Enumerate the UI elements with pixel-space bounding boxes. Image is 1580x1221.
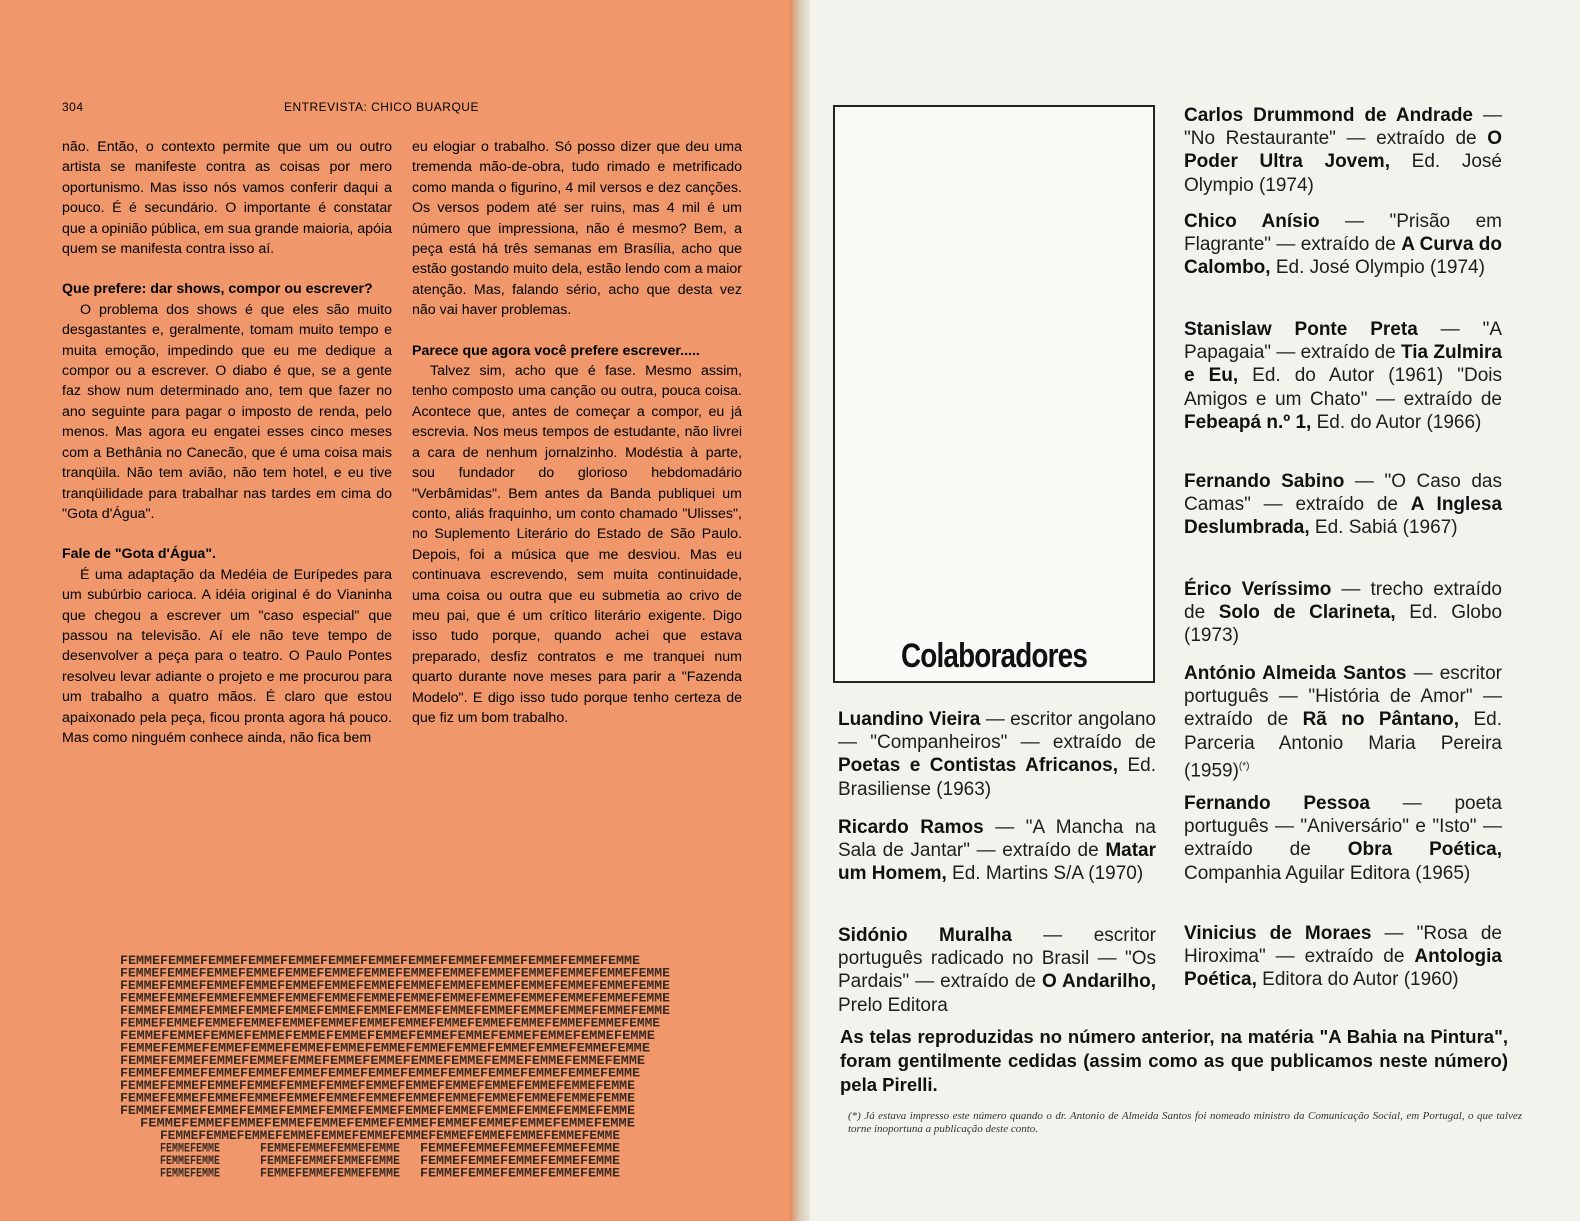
typewriter-art-illustration: [100, 950, 700, 1200]
paragraph: O problema dos shows é que eles são muito desgastantes e, geralmente, tomam muito tempo e muita emoção, impedindo que eu me dedique a compor ou a escrever. O diabo é que, se a gente faz show num determinado ano, tem que fazer no ano seguinte para pagar o imposto de renda, pelo menos. Mas agora eu engatei esses cinco meses com a Bethânia no Canecão, que é uma coisa mais tranqüila. Não tem avião, não tem hotel, e eu tive tranqüilidade para trabalhar nas tardes em cima do "Gota d'Água".: [62, 301, 392, 522]
art-row: FEMMEFEMME: [160, 1153, 221, 1168]
art-row: FEMMEFEMMEFEMMEFEMMEFEMMEFEMMEFEMMEFEMMEFEMMEFEMMEFEMMEFEMMEFEMME: [120, 1065, 641, 1081]
entry-text: — "Rosa de Hiroxima" — extraído de: [1184, 923, 1502, 968]
entry-text: Ed. Brasiliense (1963): [838, 755, 1156, 800]
contributor-name: Fernando Pessoa: [1184, 793, 1370, 814]
art-row: FEMMEFEMMEFEMMEFEMME: [260, 1153, 401, 1168]
book-title: Obra Poética,: [1347, 839, 1502, 861]
contributor-name: Ricardo Ramos: [838, 817, 984, 838]
entry-text: Companhia Aguilar Editora (1965): [1184, 862, 1471, 884]
article-column-1: [62, 137, 392, 748]
contributor-entry: [1184, 470, 1502, 540]
entry-text: — "No Restaurante" — extraído de: [1184, 105, 1502, 150]
contributor-entry: [838, 816, 1156, 886]
article-column-2: [412, 137, 742, 728]
book-title: Rã no Pântano,: [1302, 709, 1460, 731]
contributor-entry: [1184, 578, 1502, 648]
paragraph: Talvez sim, acho que é fase. Mesmo assim, tenho composto uma canção ou outra, pouca coisa. Acontece que, antes de começar a compor, eu já escrevia. Nos meus tempos de estudante, não livrei a cara de nenhum jornalzinho. Modéstia à parte, sou fundador do glorioso hebdomadário "Verbâmidas". Bem antes da Banda publiquei um conto, aliás fraquinho, um conto chamado "Ulisses", no Suplemento Literário do Estado de São Paulo. Depois, foi a música que me desviou. Mas eu continuava escrevendo, sem muita continuidade, uma coisa ou outra que eu submetia ao crivo de meu pai, que é um crítico literário exigente. Digo isso tudo porque, quando achei que estava preparado, desfiz contratos e me tranquei num quarto durante nove meses para parir a "Fazenda Modelo". E digo isso tudo porque tenho certeza de que fiz um bom trabalho.: [412, 363, 742, 726]
book-title: Solo de Clarineta,: [1218, 602, 1396, 624]
interview-question: Fale de "Gota d'Água".: [62, 546, 216, 563]
art-row: FEMMEFEMMEFEMMEFEMMEFEMMEFEMMEFEMMEFEMMEFEMMEFEMMEFEMMEFEMMEFEMME: [120, 1028, 656, 1043]
entry-text: — escritor português — "História de Amor" — extraído de: [1184, 663, 1502, 731]
art-row: FEMMEFEMMEFEMMEFEMMEFEMMEFEMMEFEMMEFEMMEFEMMEFEMMEFEMMEFEMMEFEMME: [120, 1040, 651, 1056]
art-row: FEMMEFEMMEFEMMEFEMMEFEMMEFEMMEFEMMEFEMMEFEMMEFEMMEFEMMEFEMME: [140, 1115, 636, 1131]
book-title: A Inglesa Deslumbrada,: [1184, 494, 1503, 539]
contributor-name: António Almeida Santos: [1184, 663, 1407, 684]
contributor-name: Vinicius de Moraes: [1184, 923, 1372, 944]
book-title: Poetas e Contistas Africanos,: [838, 755, 1119, 777]
art-row: FEMMEFEMMEFEMMEFEMMEFEMMEFEMMEFEMMEFEMMEFEMMEFEMMEFEMMEFEMMEFEMMEFEMME: [120, 965, 671, 981]
section-title-box: [833, 105, 1155, 683]
entry-text: Ed. do Autor (1966): [1311, 411, 1482, 433]
credits-note: As telas reproduzidas no número anterior, na matéria "A Bahia na Pintura", foram gentilmente cedidas (assim como as que publicamos neste número) pela Pirelli.: [840, 1026, 1508, 1095]
entry-text: Ed. do Autor (1961) "Dois Amigos e um Chato" — extraído de: [1184, 365, 1502, 410]
contributor-entry: [838, 708, 1156, 801]
book-title: Tia Zulmira e Eu,: [1184, 342, 1502, 387]
art-row: FEMMEFEMMEFEMMEFEMMEFEMMEFEMMEFEMMEFEMMEFEMMEFEMMEFEMMEFEMMEFEMME: [120, 1090, 636, 1106]
art-row: FEMMEFEMMEFEMMEFEMMEFEMMEFEMMEFEMMEFEMMEFEMMEFEMMEFEMMEFEMMEFEMME: [120, 1053, 646, 1068]
entry-text: — "A Papagaia" — extraído de: [1184, 319, 1502, 364]
contributor-entry: [838, 924, 1156, 1017]
art-row: FEMMEFEMME: [160, 1165, 221, 1181]
art-row: FEMMEFEMMEFEMMEFEMMEFEMMEFEMMEFEMMEFEMMEFEMMEFEMMEFEMMEFEMMEFEMMEFEMME: [120, 978, 671, 993]
art-row: FEMMEFEMMEFEMMEFEMMEFEMME: [420, 1165, 621, 1181]
contributor-name: Fernando Sabino: [1184, 471, 1345, 492]
book-gutter: [790, 0, 810, 1221]
contributor-name: Sidónio Muralha: [838, 925, 1012, 946]
art-row: FEMMEFEMMEFEMMEFEMMEFEMME: [420, 1140, 621, 1156]
art-row: FEMMEFEMMEFEMMEFEMMEFEMMEFEMMEFEMMEFEMMEFEMMEFEMMEFEMMEFEMME: [160, 1128, 621, 1143]
contributor-entry: [1184, 104, 1502, 197]
paragraph: eu elogiar o trabalho. Só posso dizer que deu uma tremenda mão-de-obra, tudo rimado e metrificado como manda o figurino, 4 mil versos e dez canções. Os versos podem até ser ruins, mas 4 mil é um número que impressiona, não é mesmo? Bem, a peça está há três semanas em Brasília, acho que estão gostando muito dela, estão lendo com a maior atenção. Mas, falando sério, acho que desta vez não vai haver problemas.: [412, 139, 742, 319]
book-title: Antologia Poética,: [1184, 946, 1502, 991]
entry-text: Ed. José Olympio (1974): [1184, 151, 1502, 196]
contributor-entry: [1184, 792, 1502, 885]
entry-text: Ed. Martins S/A (1970): [946, 863, 1144, 885]
contributor-name: Érico Veríssimo: [1184, 579, 1332, 600]
entry-text: Editora do Autor (1960): [1256, 969, 1459, 991]
entry-text: — "A Mancha na Sala de Jantar" — extraído de: [838, 817, 1156, 862]
art-row: FEMMEFEMMEFEMMEFEMMEFEMME: [420, 1153, 621, 1168]
entry-text: Ed. Globo (1973): [1184, 602, 1503, 647]
contributor-entry: [1184, 662, 1502, 782]
footnote-mark: (*): [1238, 760, 1250, 772]
art-row: FEMMEFEMMEFEMMEFEMMEFEMMEFEMMEFEMMEFEMMEFEMMEFEMMEFEMMEFEMMEFEMMEFEMME: [120, 990, 671, 1006]
interview-question: Parece que agora você prefere escrever.....: [412, 342, 700, 359]
book-title: Matar um Homem,: [838, 840, 1156, 885]
art-row: FEMMEFEMMEFEMMEFEMMEFEMMEFEMMEFEMMEFEMMEFEMMEFEMMEFEMMEFEMMEFEMME: [120, 1103, 636, 1118]
interview-question: Que prefere: dar shows, compor ou escrever?: [62, 281, 373, 298]
running-title: ENTREVISTA: CHICO BUARQUE: [284, 100, 479, 114]
art-row: FEMMEFEMMEFEMMEFEMME: [260, 1165, 401, 1181]
book-title: Febeapá n.º 1,: [1184, 411, 1312, 433]
contributor-name: Stanislaw Ponte Preta: [1184, 319, 1418, 340]
art-row: FEMMEFEMMEFEMMEFEMMEFEMMEFEMMEFEMMEFEMMEFEMMEFEMMEFEMMEFEMMEFEMME: [120, 1078, 636, 1093]
book-title: O Andarilho,: [1041, 971, 1156, 993]
art-row: FEMMEFEMMEFEMMEFEMME: [260, 1140, 401, 1156]
entry-text: — trecho extraído de: [1184, 579, 1502, 624]
contributor-entry: [1184, 210, 1502, 280]
page-number: 304: [62, 100, 84, 114]
entry-text: Ed. Parceria Antonio Maria Pereira (1959): [1184, 709, 1502, 782]
entry-text: — escritor angolano — "Companheiros" — extraído de: [838, 709, 1156, 754]
contributor-name: Luandino Vieira: [838, 709, 981, 730]
art-row: FEMMEFEMMEFEMMEFEMMEFEMMEFEMMEFEMMEFEMMEFEMMEFEMMEFEMMEFEMMEFEMMEFEMME: [120, 1015, 661, 1031]
entry-text: Ed. José Olympio (1974): [1270, 257, 1485, 279]
art-row: FEMMEFEMMEFEMMEFEMMEFEMMEFEMMEFEMMEFEMMEFEMMEFEMMEFEMMEFEMMEFEMME: [120, 953, 641, 968]
book-title: A Curva do Calombo,: [1184, 234, 1503, 279]
section-title: Colaboradores: [900, 637, 1088, 675]
paragraph: não. Então, o contexto permite que um ou outro artista se manifeste contra as coisas por mero oportunismo. Mas isso nós vamos conferir daqui a pouco. É é secundário. O importante é constatar que a opinião pública, em sua grande maioria, apóia quem se manifesta contra isso aí.: [62, 139, 392, 258]
entry-text: Prelo Editora: [838, 994, 948, 1016]
book-title: O Poder Ultra Jovem,: [1184, 128, 1502, 173]
contributor-name: Chico Anísio: [1184, 211, 1320, 232]
art-row: FEMMEFEMME: [160, 1140, 221, 1156]
entry-text: — "O Caso das Camas" — extraído de: [1184, 471, 1502, 516]
entry-text: — "Prisão em Flagrante" — extraído de: [1184, 211, 1502, 256]
art-row: FEMMEFEMMEFEMMEFEMMEFEMMEFEMMEFEMMEFEMMEFEMMEFEMMEFEMMEFEMMEFEMMEFEMME: [120, 1003, 671, 1018]
contributor-entry: [1184, 922, 1502, 992]
paragraph: É uma adaptação da Medéia de Eurípedes para um subúrbio carioca. A idéia original é do Vianinha que chegou a escrever um "caso especial" que passou na televisão. Aí ele não teve tempo de desenvolver a peça para o teatro. O Paulo Pontes resolveu levar adiante o projeto e me procurou para um trabalho a quatro mãos. É claro que estou apaixonado pela peça, ficou pronta agora há pouco. Mas como ninguém conhece ainda, não fica bem: [62, 566, 392, 746]
contributor-entry: [1184, 318, 1502, 434]
entry-text: — escritor português radicado no Brasil — "Os Pardais" — extraído de: [838, 925, 1156, 993]
entry-text: — poeta português — "Aniversário" e "Isto" — extraído de: [1184, 793, 1502, 861]
entry-text: Ed. Sabiá (1967): [1309, 517, 1458, 539]
contributor-name: Carlos Drummond de Andrade: [1184, 105, 1473, 126]
footnote: (*) Já estava impresso este número quando o dr. Antonio de Almeida Santos foi nomeado ministro da Comunicação Social, em Portugal, o que talvez torne inoportuna a publicação deste conto.: [848, 1110, 1522, 1135]
